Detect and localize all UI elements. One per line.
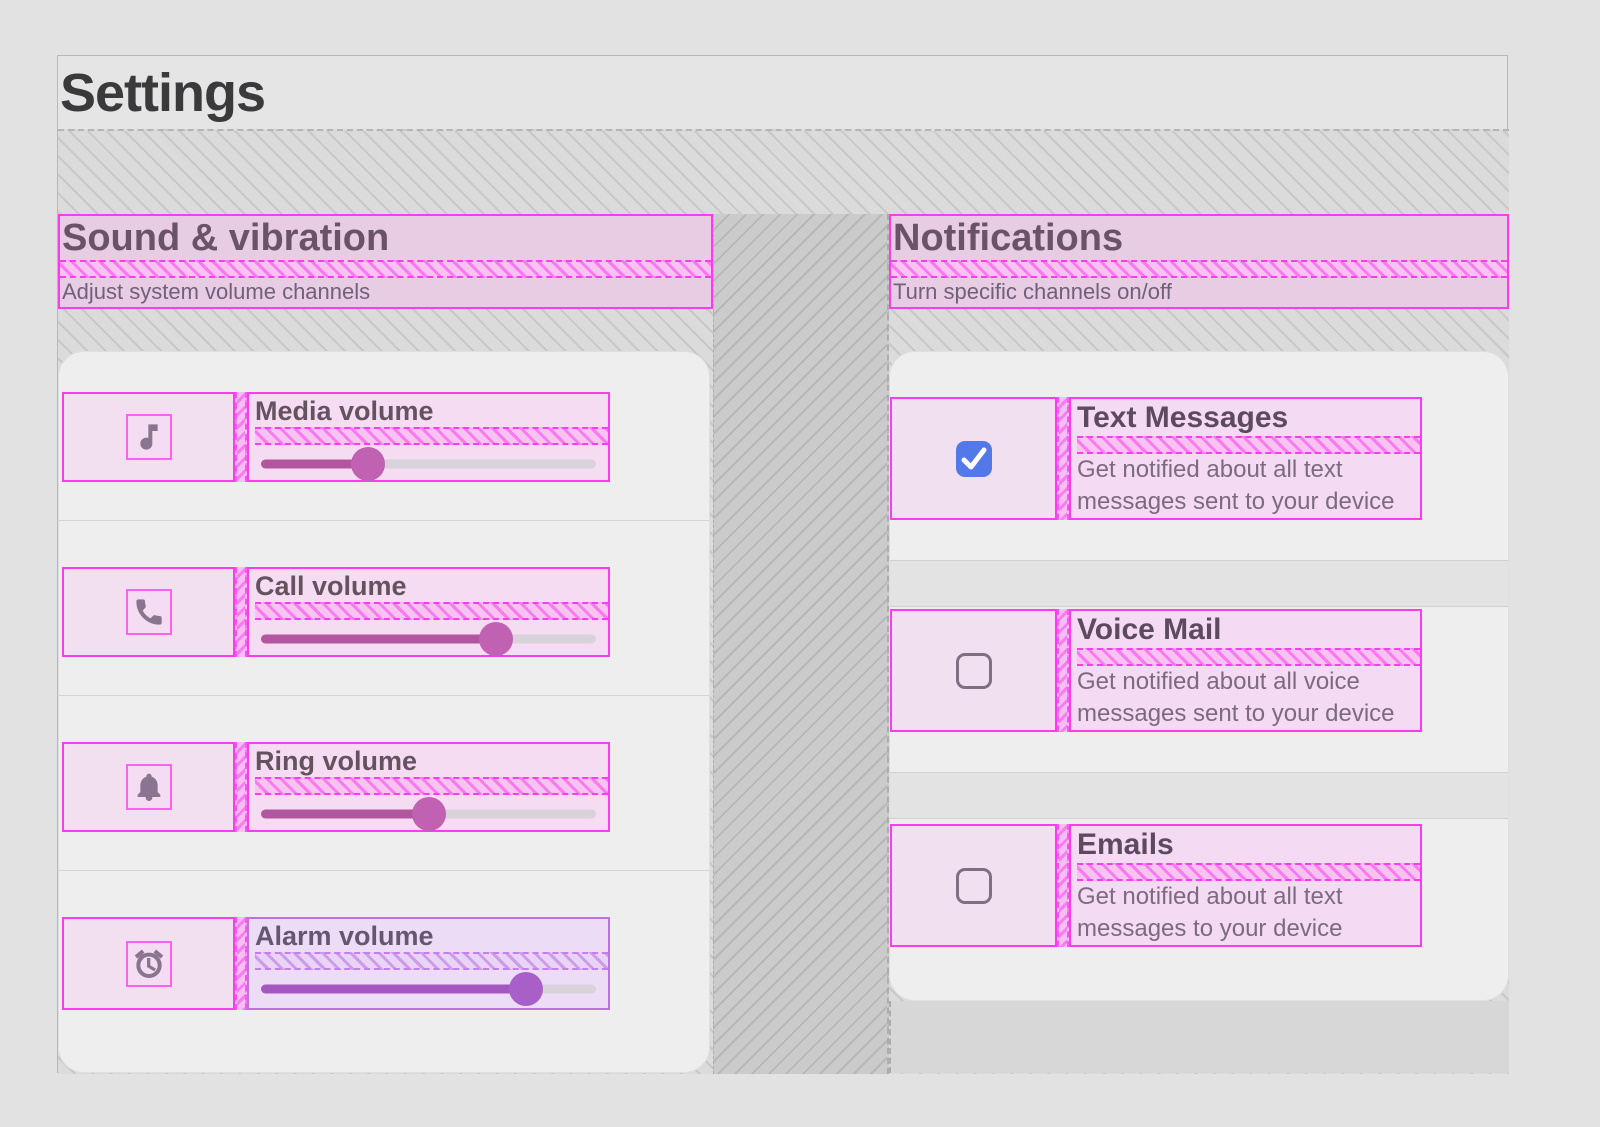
section-title: Notifications — [893, 217, 1124, 259]
call-volume-slider[interactable] — [261, 622, 596, 656]
notification-description: Get notified about all text messages sent to your device — [1077, 456, 1395, 515]
emails-checkbox-cell — [890, 824, 1057, 947]
list-spacer — [890, 560, 1508, 607]
text-messages-checkbox[interactable] — [956, 441, 992, 477]
ring-icon-cell — [62, 742, 235, 832]
voice-mail-cell — [1069, 609, 1422, 732]
section-title: Sound & vibration — [62, 217, 390, 259]
column-gutter-hatch — [713, 214, 889, 1074]
text-messages-checkbox-cell — [890, 397, 1057, 520]
annotation-vertical-strip — [235, 917, 247, 1010]
slider-thumb[interactable] — [479, 622, 513, 656]
annotation-hatch-strip — [255, 952, 608, 970]
annotation-hatch-strip — [60, 260, 711, 278]
slider-label: Call volume — [255, 571, 407, 601]
slider-fill — [261, 635, 496, 644]
slider-thumb[interactable] — [509, 972, 543, 1006]
volume-row-ring[interactable] — [62, 742, 610, 832]
annotation-hatch-strip — [891, 260, 1507, 278]
notifications-section-header — [889, 214, 1509, 309]
annotation-hatch-strip — [255, 777, 608, 795]
media-volume-slider[interactable] — [261, 447, 596, 481]
page-title: Settings — [60, 63, 266, 123]
call-icon-cell — [62, 567, 235, 657]
notification-title: Voice Mail — [1077, 613, 1222, 646]
slider-fill — [261, 985, 526, 994]
annotation-hatch-strip — [255, 427, 608, 445]
music-note-icon — [126, 414, 172, 460]
bottom-right-filler — [889, 1001, 1509, 1073]
list-divider — [59, 695, 709, 696]
text-messages-cell — [1069, 397, 1422, 520]
annotation-hatch-strip — [255, 602, 608, 620]
annotation-hatch-strip — [1077, 863, 1420, 881]
media-volume-cell — [247, 392, 610, 482]
sound-section-header — [58, 214, 713, 309]
notification-title: Emails — [1077, 828, 1174, 861]
title-bar — [58, 56, 1509, 129]
annotation-vertical-strip — [235, 742, 247, 832]
alarm-volume-slider[interactable] — [261, 972, 596, 1006]
list-spacer — [890, 772, 1508, 819]
notification-row-text-messages[interactable] — [890, 397, 1422, 520]
alarm-icon-cell — [62, 917, 235, 1010]
voice-mail-checkbox[interactable] — [956, 653, 992, 689]
alarm-clock-icon — [126, 941, 172, 987]
section-subtitle: Adjust system volume channels — [62, 279, 371, 304]
ring-volume-slider[interactable] — [261, 797, 596, 831]
notification-row-voice-mail[interactable] — [890, 609, 1422, 732]
slider-thumb[interactable] — [412, 797, 446, 831]
section-subtitle: Turn specific channels on/off — [893, 279, 1172, 304]
bell-icon — [126, 764, 172, 810]
annotation-hatch-strip — [1077, 648, 1420, 666]
sound-card — [58, 351, 710, 1073]
emails-cell — [1069, 824, 1422, 947]
phone-icon — [126, 589, 172, 635]
annotation-vertical-strip — [235, 567, 247, 657]
volume-row-alarm[interactable] — [62, 917, 610, 1010]
volume-row-call[interactable] — [62, 567, 610, 657]
list-divider — [59, 870, 709, 871]
notifications-card — [889, 351, 1509, 1001]
notification-row-emails[interactable] — [890, 824, 1422, 947]
slider-thumb[interactable] — [351, 447, 385, 481]
annotation-vertical-strip — [235, 392, 247, 482]
voice-mail-checkbox-cell — [890, 609, 1057, 732]
slider-label: Ring volume — [255, 746, 418, 776]
list-divider — [59, 520, 709, 521]
alarm-volume-cell — [247, 917, 610, 1010]
settings-window — [57, 55, 1508, 1073]
notification-description: Get notified about all voice messages sent to your device — [1077, 668, 1395, 727]
annotation-hatch-strip — [1077, 436, 1420, 454]
slider-label: Alarm volume — [255, 921, 434, 951]
ring-volume-cell — [247, 742, 610, 832]
annotation-vertical-strip — [1057, 609, 1069, 732]
notification-description: Get notified about all text messages to your device — [1077, 883, 1343, 942]
annotation-vertical-strip — [1057, 824, 1069, 947]
volume-row-media[interactable] — [62, 392, 610, 482]
call-volume-cell — [247, 567, 610, 657]
slider-label: Media volume — [255, 396, 434, 426]
media-icon-cell — [62, 392, 235, 482]
slider-fill — [261, 810, 429, 819]
notification-title: Text Messages — [1077, 401, 1289, 434]
emails-checkbox[interactable] — [956, 868, 992, 904]
annotation-vertical-strip — [1057, 397, 1069, 520]
